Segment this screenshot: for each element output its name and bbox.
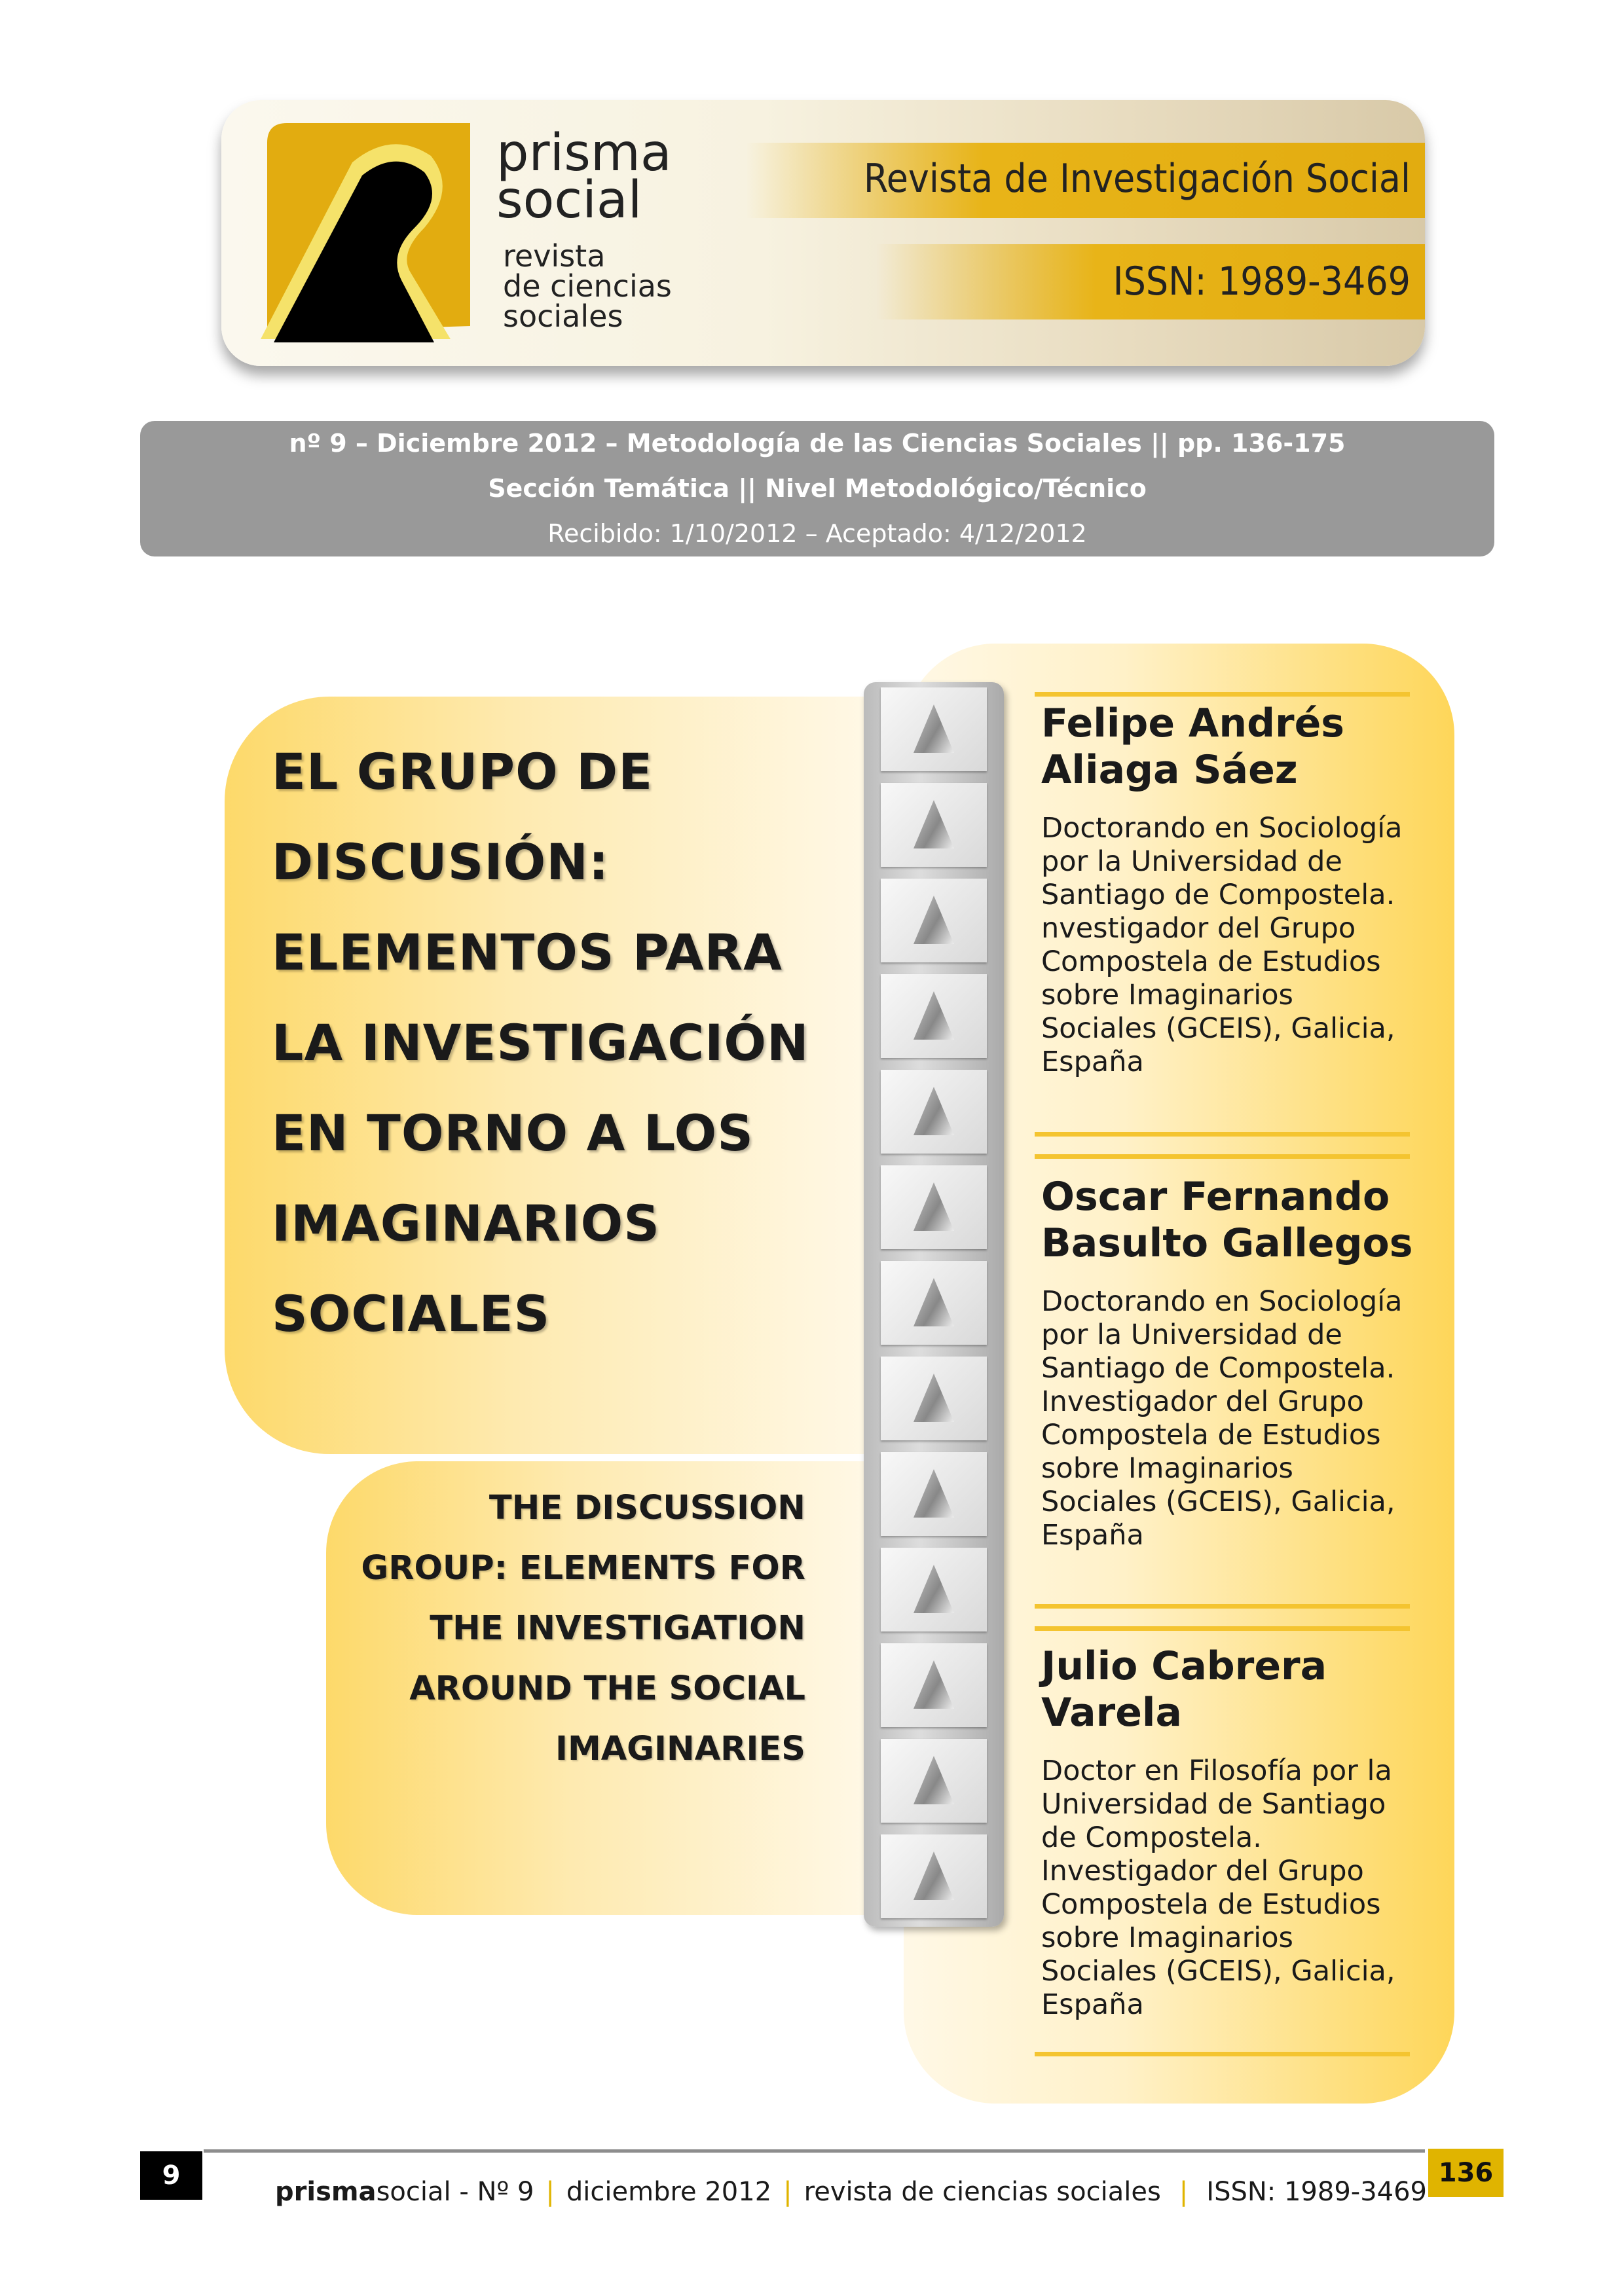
english-title-line: AROUND THE SOCIAL bbox=[409, 1669, 805, 1708]
author-bio: Doctorando en Sociología por la Universidad de Santiago de Compostela. nvestigador del Grupo Compostela de Estudios sobre Imaginarios Sociales (GCEIS), Galicia, España bbox=[1041, 812, 1403, 1078]
divider bbox=[1035, 1132, 1410, 1137]
footer-date: diciembre 2012 bbox=[566, 2177, 772, 2207]
divider bbox=[1035, 1604, 1410, 1609]
title-line: EN TORNO A LOS bbox=[272, 1104, 754, 1162]
prism-icon bbox=[881, 879, 987, 962]
separator: | bbox=[1179, 2177, 1189, 2207]
logo-subtitle: revista de ciencias sociales bbox=[503, 238, 672, 334]
title-line: ELEMENTOS PARA bbox=[272, 923, 783, 981]
issn-band bbox=[876, 244, 1425, 319]
prism-icon bbox=[881, 1834, 987, 1918]
prism-icon bbox=[881, 1261, 987, 1345]
divider bbox=[1035, 692, 1410, 697]
footer-brand: prisma bbox=[275, 2177, 377, 2207]
separator: | bbox=[783, 2177, 792, 2207]
author-name: Oscar Fernando Basulto Gallegos bbox=[1041, 1174, 1413, 1266]
prism-icon bbox=[881, 1165, 987, 1249]
divider bbox=[1035, 1154, 1410, 1159]
english-title-line: THE INVESTIGATION bbox=[430, 1609, 805, 1648]
prism-icon bbox=[881, 1739, 987, 1823]
title-line: EL GRUPO DE bbox=[272, 742, 654, 801]
footer-rule bbox=[204, 2149, 1425, 2153]
prism-icon bbox=[881, 1548, 987, 1631]
issue-line: nº 9 – Diciembre 2012 – Metodología de las Ciencias Sociales || pp. 136-175 bbox=[289, 429, 1346, 458]
footer-text bbox=[275, 2177, 1427, 2207]
prism-icon bbox=[881, 1070, 987, 1154]
author-name: Felipe Andrés Aliaga Sáez bbox=[1041, 701, 1345, 793]
prisma-logo-icon bbox=[254, 117, 483, 346]
divider bbox=[1035, 2052, 1410, 2056]
issn: ISSN: 1989-3469 bbox=[1113, 259, 1411, 304]
footer-journal: revista de ciencias sociales bbox=[803, 2177, 1161, 2207]
english-title-line: THE DISCUSSION bbox=[489, 1489, 805, 1527]
prism-icon bbox=[881, 1357, 987, 1440]
section-line: Sección Temática || Nivel Metodológico/Técnico bbox=[488, 474, 1147, 503]
title-line: LA INVESTIGACIÓN bbox=[272, 1013, 809, 1072]
issue-page-number: 9 bbox=[140, 2151, 202, 2200]
author-bio: Doctorando en Sociología por la Universidad de Santiago de Compostela. Investigador del Grupo Compostela de Estudios sobre Imaginarios Sociales (GCEIS), Galicia, España bbox=[1041, 1285, 1403, 1552]
author-bio: Doctor en Filosofía por la Universidad de Santiago de Compostela. Investigador del Grupo Compostela de Estudios sobre Imaginarios Sociales (GCEIS), Galicia, España bbox=[1041, 1755, 1395, 2021]
tagline: Revista de Investigación Social bbox=[863, 156, 1411, 202]
logo-title: prisma social bbox=[496, 124, 672, 230]
prism-icon bbox=[881, 1452, 987, 1536]
issue-info-bar bbox=[140, 421, 1494, 556]
prism-icon bbox=[881, 687, 987, 771]
page-number: 136 bbox=[1428, 2149, 1504, 2197]
separator: | bbox=[545, 2177, 555, 2207]
english-title-line: IMAGINARIES bbox=[555, 1730, 805, 1768]
article-title bbox=[225, 697, 871, 1454]
footer-issue: social - Nº 9 bbox=[376, 2177, 534, 2207]
prism-icon bbox=[881, 1643, 987, 1727]
dates-line: Recibido: 1/10/2012 – Aceptado: 4/12/2012 bbox=[547, 519, 1087, 548]
title-line: DISCUSIÓN: bbox=[272, 833, 610, 891]
english-title-line: GROUP: ELEMENTS FOR bbox=[361, 1549, 805, 1588]
footer-issn: ISSN: 1989-3469 bbox=[1206, 2177, 1427, 2207]
prism-icon bbox=[881, 974, 987, 1058]
author-name: Julio Cabrera Varela bbox=[1041, 1643, 1327, 1736]
english-title bbox=[326, 1461, 871, 1915]
prism-icon bbox=[881, 783, 987, 867]
journal-banner bbox=[221, 100, 1425, 366]
prism-image-strip bbox=[864, 682, 1004, 1927]
title-line: IMAGINARIOS bbox=[272, 1194, 660, 1252]
title-line: SOCIALES bbox=[272, 1285, 551, 1343]
tagline-band bbox=[745, 143, 1425, 218]
divider bbox=[1035, 1626, 1410, 1631]
